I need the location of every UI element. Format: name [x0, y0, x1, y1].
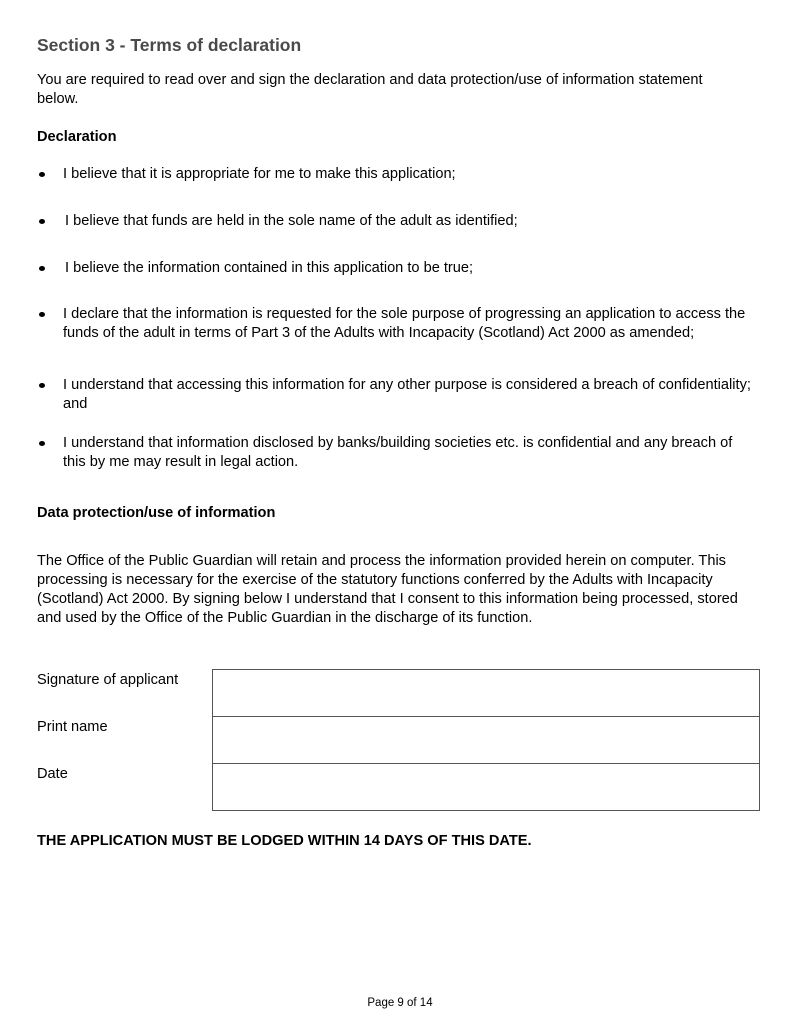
- bullet-icon: [39, 219, 45, 224]
- declaration-item-text: I understand that accessing this information for any other purpose is considered a breach of confidentiality; and: [63, 377, 751, 412]
- declaration-heading: Declaration: [37, 129, 117, 145]
- print-name-field[interactable]: [212, 716, 760, 764]
- bullet-icon: [39, 266, 45, 271]
- date-field[interactable]: [212, 763, 760, 811]
- declaration-item-text: I understand that information disclosed by banks/building societies etc. is confidential and any breach of this by me may result in legal action.: [63, 435, 733, 470]
- declaration-item-text: I believe that funds are held in the sole name of the adult as identified;: [65, 213, 518, 229]
- bullet-icon: [39, 441, 45, 446]
- data-protection-text: The Office of the Public Guardian will retain and process the information provided herein on computer. This processing is necessary for the exercise of the statutory functions conferred by the Adults with Incapacity (Scotland) Act 2000. By signing below I understand that I consent to this information being processed, stored and used by the Office of the Public Guardian in the discharge of its function.: [37, 553, 738, 626]
- declaration-item-text: I believe the information contained in this application to be true;: [65, 260, 474, 276]
- lodging-notice: THE APPLICATION MUST BE LODGED WITHIN 14 DAYS OF THIS DATE.: [37, 833, 532, 849]
- page-number: Page 9 of 14: [367, 997, 433, 1009]
- data-protection-heading: Data protection/use of information: [37, 505, 276, 521]
- signature-label: Signature of applicant: [37, 672, 179, 688]
- bullet-icon: [39, 312, 45, 317]
- section-title: Section 3 - Terms of declaration: [37, 35, 302, 55]
- intro-text: You are required to read over and sign the declaration and data protection/use of information statement below.: [37, 72, 703, 107]
- declaration-item-text: I believe that it is appropriate for me to make this application;: [63, 166, 456, 182]
- bullet-icon: [39, 172, 45, 177]
- date-label: Date: [37, 766, 68, 782]
- print-name-label: Print name: [37, 719, 108, 735]
- declaration-item-text: I declare that the information is requested for the sole purpose of progressing an application to access the funds of the adult in terms of Part 3 of the Adults with Incapacity (Scotland) Act 2000 as amended;: [63, 306, 746, 341]
- signature-field[interactable]: [212, 669, 760, 717]
- bullet-icon: [39, 383, 45, 388]
